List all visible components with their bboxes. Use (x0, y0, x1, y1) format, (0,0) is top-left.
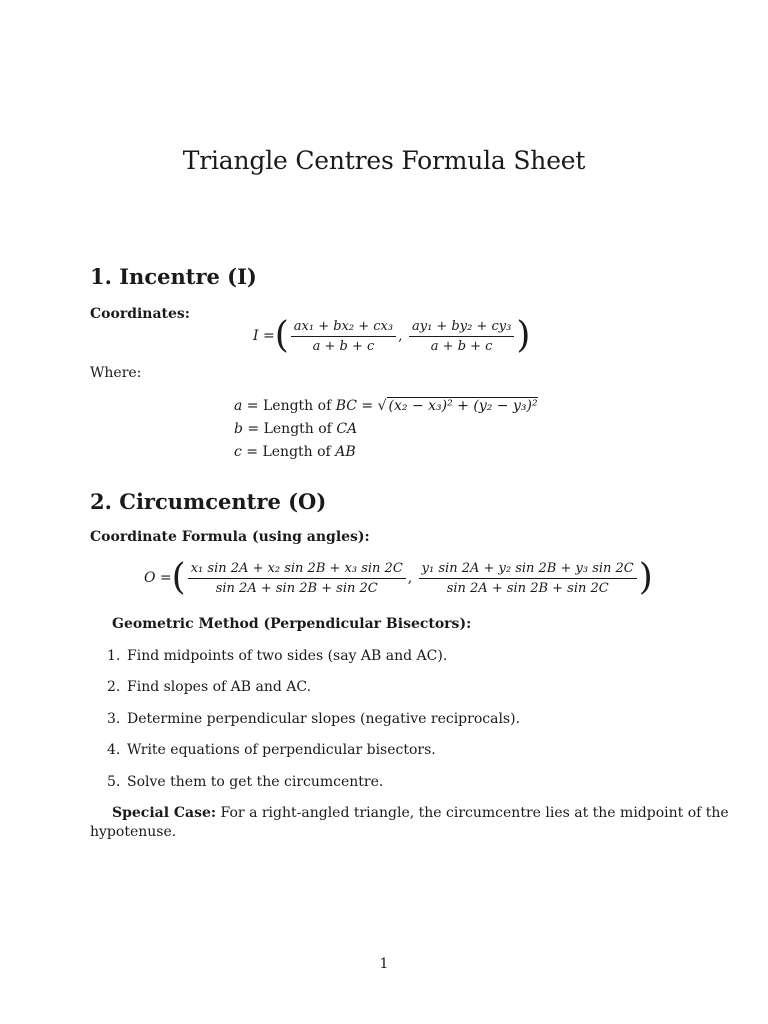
fraction-numerator: x₁ sin 2A + x₂ sin 2B + x₃ sin 2C (188, 561, 406, 579)
page-number: 1 (379, 956, 389, 972)
fraction-numerator: ax₁ + bx₂ + cx₃ (291, 319, 396, 337)
side-name: AB (335, 444, 356, 460)
step-text: Find slopes of AB and AC. (127, 679, 312, 695)
geometric-method-label: Geometric Method (Perpendicular Bisectors): (112, 616, 472, 632)
special-case-continuation: hypotenuse. (90, 824, 177, 840)
step-number: 1. (107, 648, 121, 664)
list-item (107, 742, 436, 758)
circumcentre-y-fraction (419, 561, 637, 596)
step-number: 4. (107, 742, 121, 758)
left-paren: ( (171, 557, 186, 598)
special-case-label: Special Case: (112, 805, 217, 821)
list-item (107, 711, 520, 727)
step-number: 3. (107, 711, 121, 727)
where-line-b (234, 421, 357, 437)
variable: c (234, 444, 242, 460)
where-line-a (234, 398, 538, 414)
step-text: Find midpoints of two sides (say AB and AC). (127, 648, 448, 664)
step-number: 5. (107, 774, 121, 790)
step-text: Write equations of perpendicular bisectors. (127, 742, 436, 758)
fraction-denominator: a + b + c (430, 338, 493, 354)
equals: = (356, 398, 378, 414)
step-number: 2. (107, 679, 121, 695)
special-case-text: For a right-angled triangle, the circumcentre lies at the midpoint of the (220, 805, 729, 821)
right-paren: ) (516, 315, 531, 356)
fraction-denominator: a + b + c (312, 338, 375, 354)
fraction-denominator: sin 2A + sin 2B + sin 2C (215, 580, 378, 596)
fraction-denominator: sin 2A + sin 2B + sin 2C (446, 580, 609, 596)
page-title: Triangle Centres Formula Sheet (182, 146, 586, 175)
variable: b (234, 421, 243, 437)
section-heading-incentre: 1. Incentre (I) (90, 264, 257, 289)
incentre-y-fraction (409, 319, 514, 354)
incentre-x-fraction (291, 319, 396, 354)
section-heading-circumcentre: 2. Circumcentre (O) (90, 489, 327, 514)
where-label: Where: (90, 365, 142, 381)
side-name: CA (336, 421, 358, 437)
coordinates-label: Coordinates: (90, 306, 190, 322)
list-item (107, 774, 383, 790)
sqrt-icon: √ (377, 398, 387, 414)
list-item (107, 648, 447, 664)
side-name: BC (335, 398, 357, 414)
fraction-numerator: y₁ sin 2A + y₂ sin 2B + y₃ sin 2C (419, 561, 637, 579)
step-text: Determine perpendicular slopes (negative reciprocals). (127, 711, 521, 727)
circumcentre-formula: O = ( $\frac{\text{x₁ sin 2A + x₂ sin 2B + x₃ sin 2C}}{\sin 2A + \sin 2B + \sin 2C}$ , $\frac{\text{y₁ sin 2A + y₂ sin 2B + y₃ sin 2C}}{\sin 2A + \sin 2B + \sin 2C}$ ) (144, 557, 653, 598)
circumcentre-x-fraction (188, 561, 406, 596)
incentre-formula: I = ( $\frac{\text{ax₁ + bx₂ + cx₃}}{a + b + c}$ , $\frac{\text{ay₁ + by₂ + cy₃}}{a + b + c}$ ) (253, 315, 531, 356)
definition-text: = Length of (241, 444, 336, 460)
where-line-c (234, 444, 356, 460)
formula-lhs: I = (253, 328, 275, 344)
formula-lhs: O = (144, 570, 172, 586)
definition-text: = Length of (242, 421, 337, 437)
sqrt-content: (x₂ − x₃)² + (y₂ − y₃)² (388, 398, 538, 414)
right-paren: ) (638, 557, 653, 598)
coordinate-formula-label: Coordinate Formula (using angles): (90, 529, 370, 545)
definition-text: = Length of (242, 398, 336, 414)
fraction-numerator: ay₁ + by₂ + cy₃ (409, 319, 514, 337)
list-item (107, 679, 311, 695)
left-paren: ( (274, 315, 289, 356)
step-text: Solve them to get the circumcentre. (127, 774, 384, 790)
variable: a (234, 398, 243, 414)
special-case-paragraph (112, 805, 729, 821)
